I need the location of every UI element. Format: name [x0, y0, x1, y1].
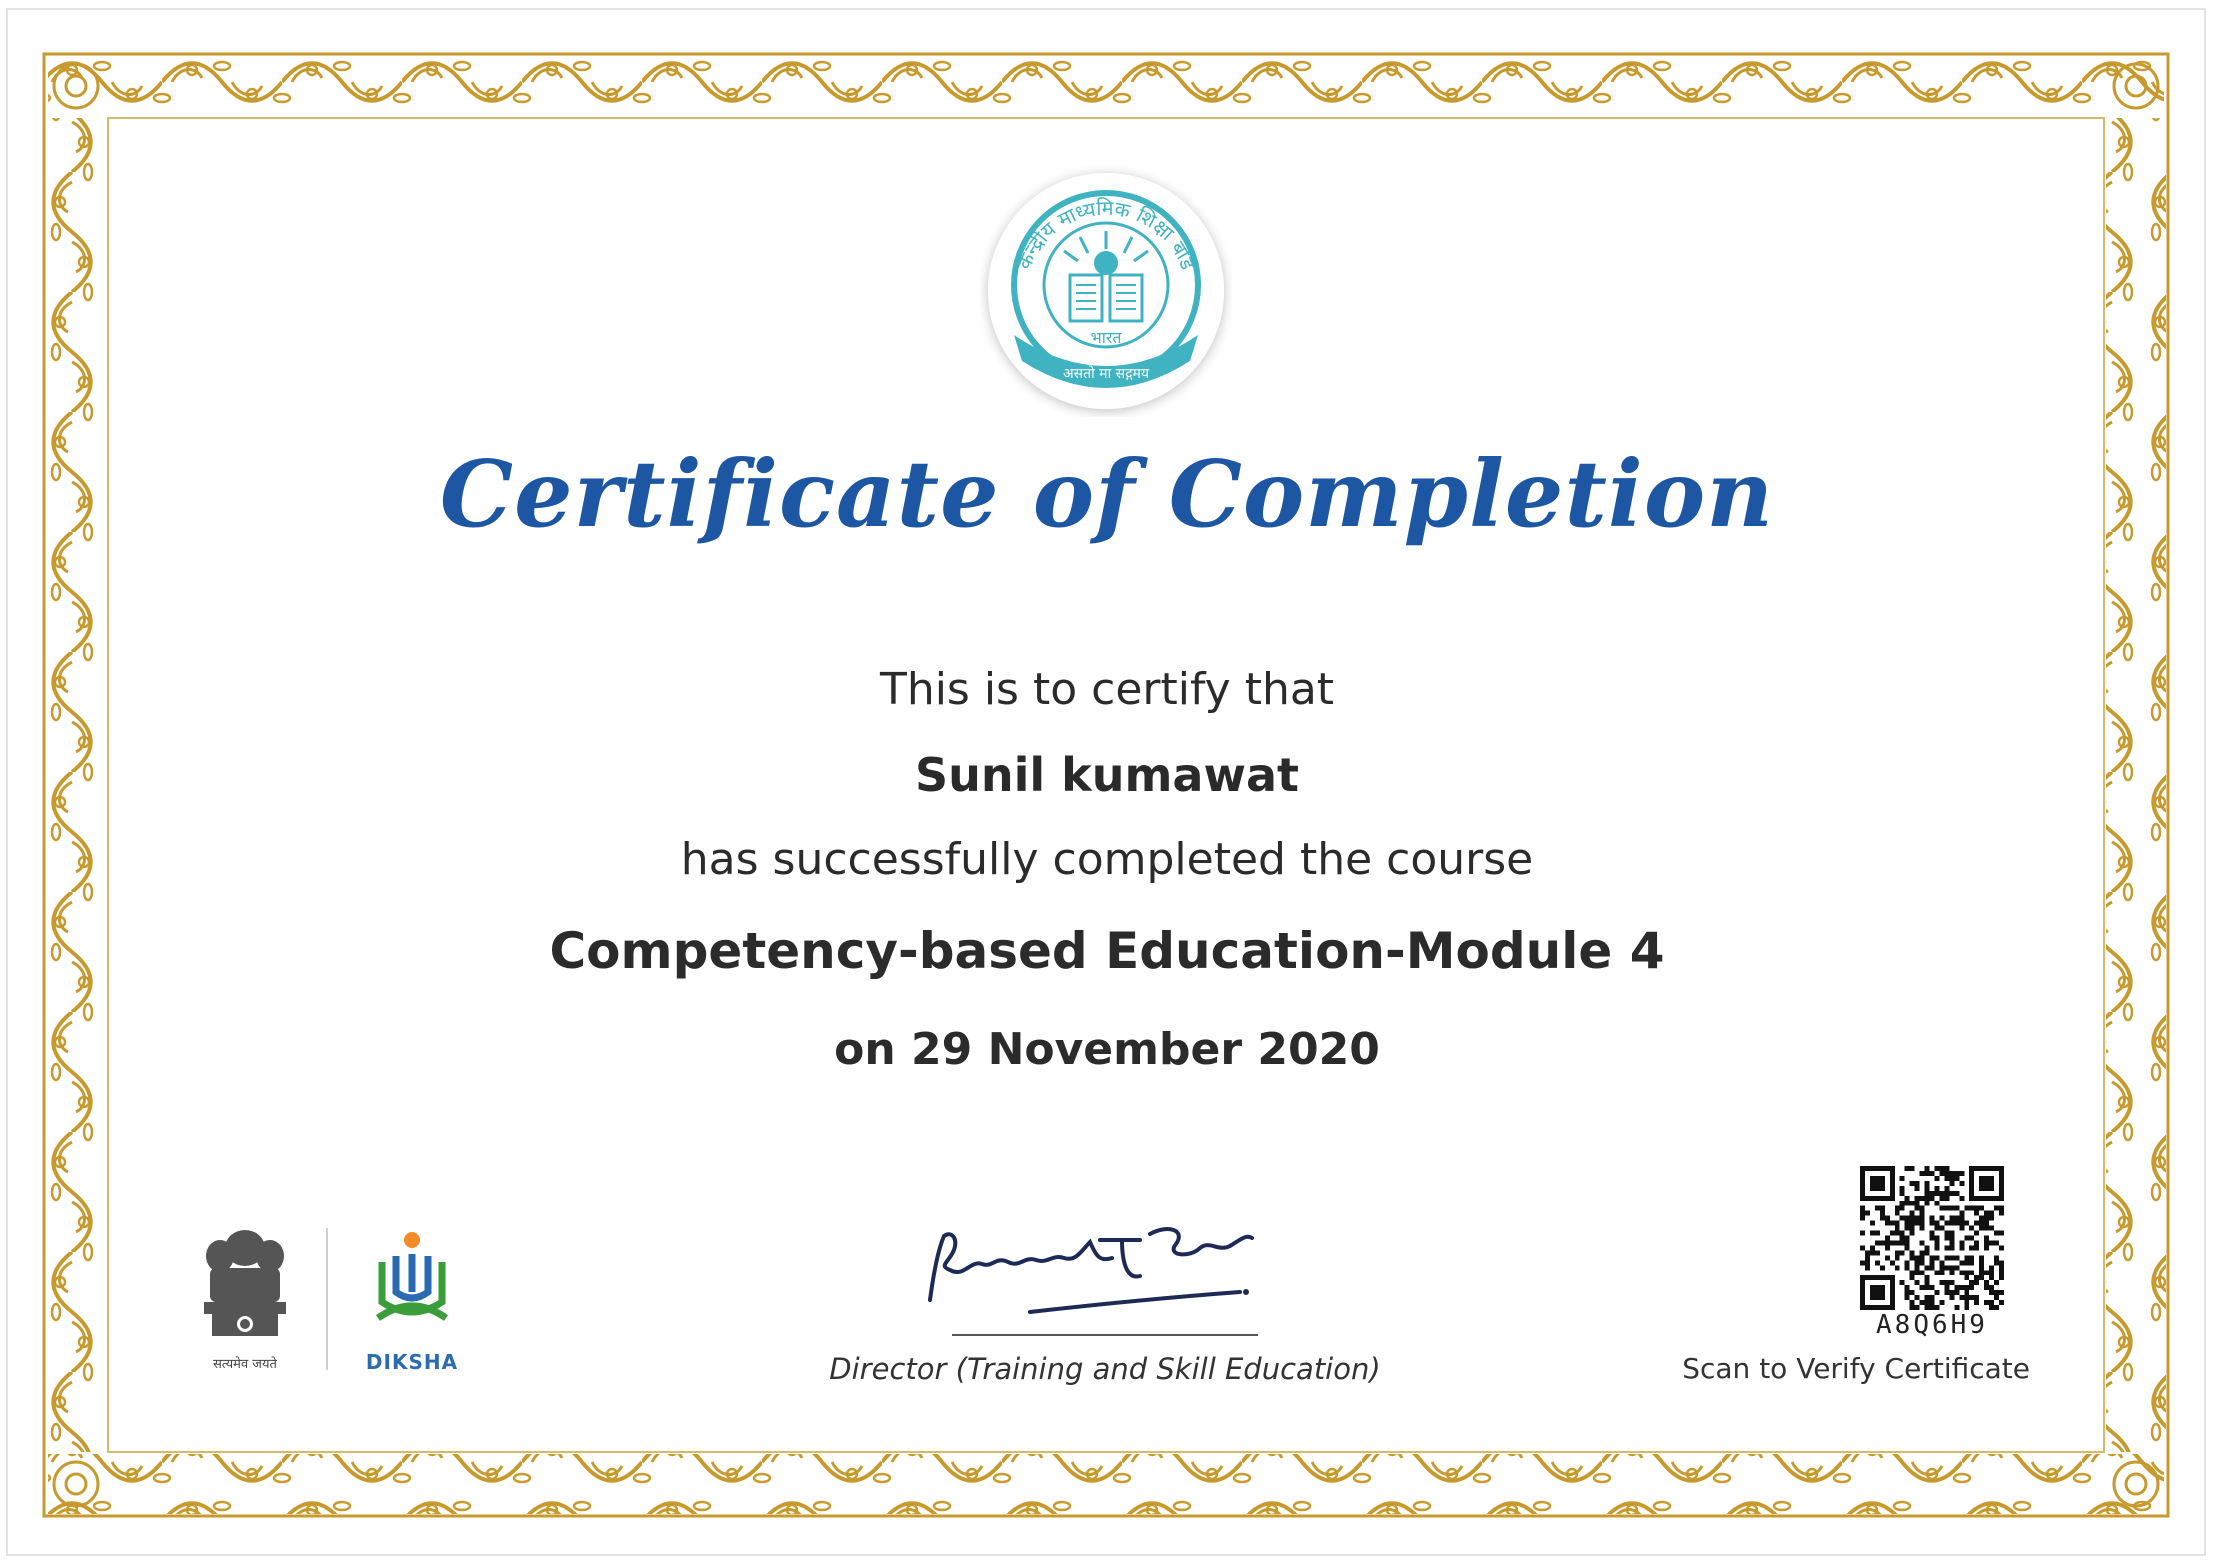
- certify-intro: This is to certify that: [879, 664, 1335, 715]
- completion-date: on 29 November 2020: [834, 1024, 1380, 1075]
- logo-divider: [326, 1228, 328, 1370]
- emblem-top-text: केन्द्रीय माध्यमिक शिक्षा बोर्ड: [1011, 195, 1201, 273]
- emblem-motto: असतो मा सद्गमय: [1062, 366, 1150, 382]
- diksha-label: DIKSHA: [365, 1350, 459, 1374]
- gov-motto: सत्यमेव जयते: [213, 1357, 277, 1372]
- verify-caption: Scan to Verify Certificate: [1682, 1352, 2030, 1385]
- recipient-name: Sunil kumawat: [914, 748, 1299, 802]
- completion-text: has successfully completed the course: [680, 834, 1534, 885]
- signature-line: [952, 1334, 1258, 1336]
- verification-qr-code[interactable]: [1860, 1166, 2004, 1310]
- verification-code: A8Q6H9: [1876, 1310, 1988, 1340]
- certificate-title: Certificate of Completion: [439, 440, 1775, 548]
- course-name: Competency-based Education-Module 4: [549, 922, 1665, 980]
- signatory-title: Director (Training and Skill Education): [829, 1352, 1381, 1386]
- director-signature: [900, 1200, 1320, 1340]
- emblem-country: भारत: [1090, 328, 1122, 347]
- cbse-emblem: [980, 165, 1232, 417]
